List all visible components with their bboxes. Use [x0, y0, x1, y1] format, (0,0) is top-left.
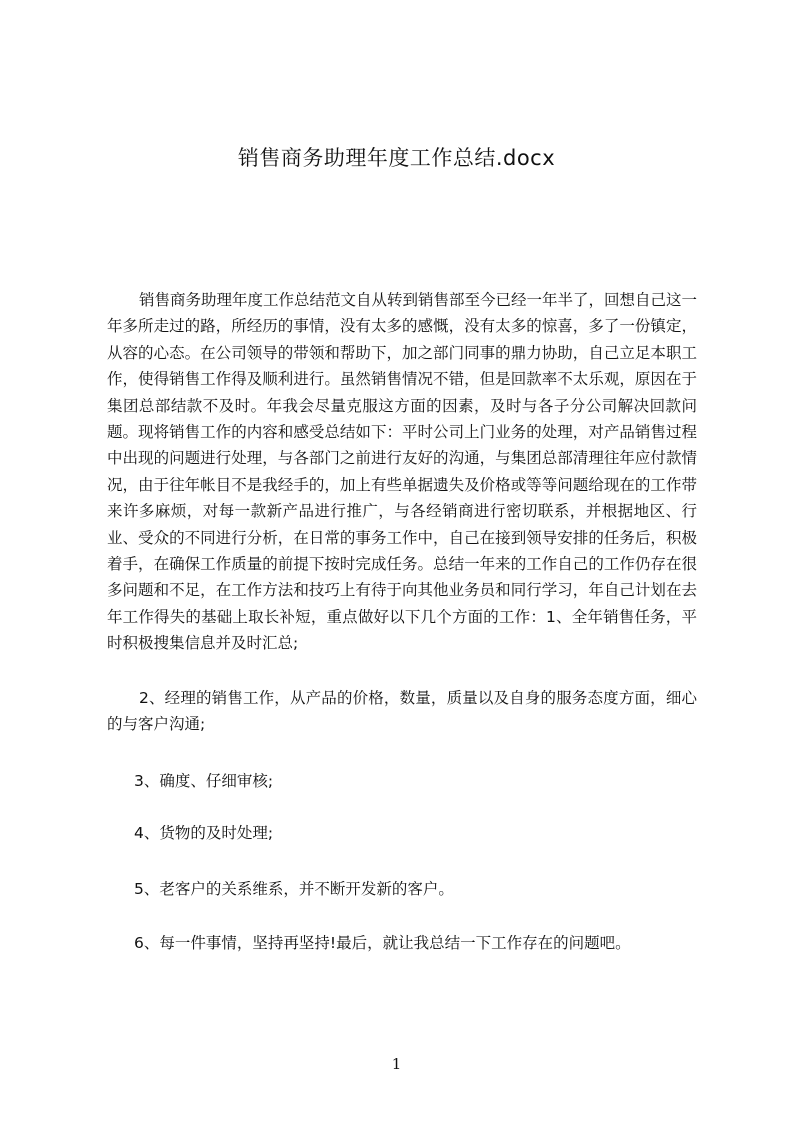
page-number: 1 [391, 1055, 402, 1073]
paragraph-item-3: 3、确度、仔细审核; [134, 772, 274, 790]
paragraph-item-5: 5、老客户的关系维系，并不断开发新的客户。 [134, 880, 454, 898]
paragraph-main: 销售商务助理年度工作总结范文自从转到销售部至今已经一年半了，回想自己这一年多所走过的路，所经历的事情，没有太多的感慨，没有太多的惊喜，多了一份镇定，从容的心态。在公司领导的带领和帮助下，加之部门同事的鼎力协助，自己立足本职工作，使得销售工作得及顺利进行。虽然销售情况不错，但是回款率不太乐观，原因在于集团总部结款不及时。年我会尽量克服这方面的因素，及时与各子分公司解决回款问题。现将销售工作的内容和感受总结如下：平时公司上门业务的处理，对产品销售过程中出现的问题进行处理，与各部门之前进行友好的沟通，与集团总部清理往年应付款情况，由于往年帐目不是我经手的，加上有些单据遗失及价格或等等问题给现在的工作带来许多麻烦，对每一款新产品进行推广，与各经销商进行密切联系，并根据地区、行业、受众的不同进行分析，在日常的事务工作中，自己在接到领导安排的任务后，积极着手，在确保工作质量的前提下按时完成任务。总结一年来的工作自己的工作仍存在很多问题和不足，在工作方法和技巧上有待于向其他业务员和同行学习，年自己计划在去年工作得失的基础上取长补短，重点做好以下几个方面的工作：1、全年销售任务，平时积极搜集信息并及时汇总; [107, 291, 698, 653]
paragraph-item-2: 2、经理的销售工作，从产品的价格，数量，质量以及自身的服务态度方面，细心的与客户沟通; [107, 689, 697, 734]
paragraph-item-4: 4、货物的及时处理; [134, 824, 274, 842]
document-title: 销售商务助理年度工作总结.docx [237, 146, 556, 170]
paragraph-item-6: 6、每一件事情，坚持再坚持!最后，就让我总结一下工作存在的问题吧。 [134, 934, 631, 952]
